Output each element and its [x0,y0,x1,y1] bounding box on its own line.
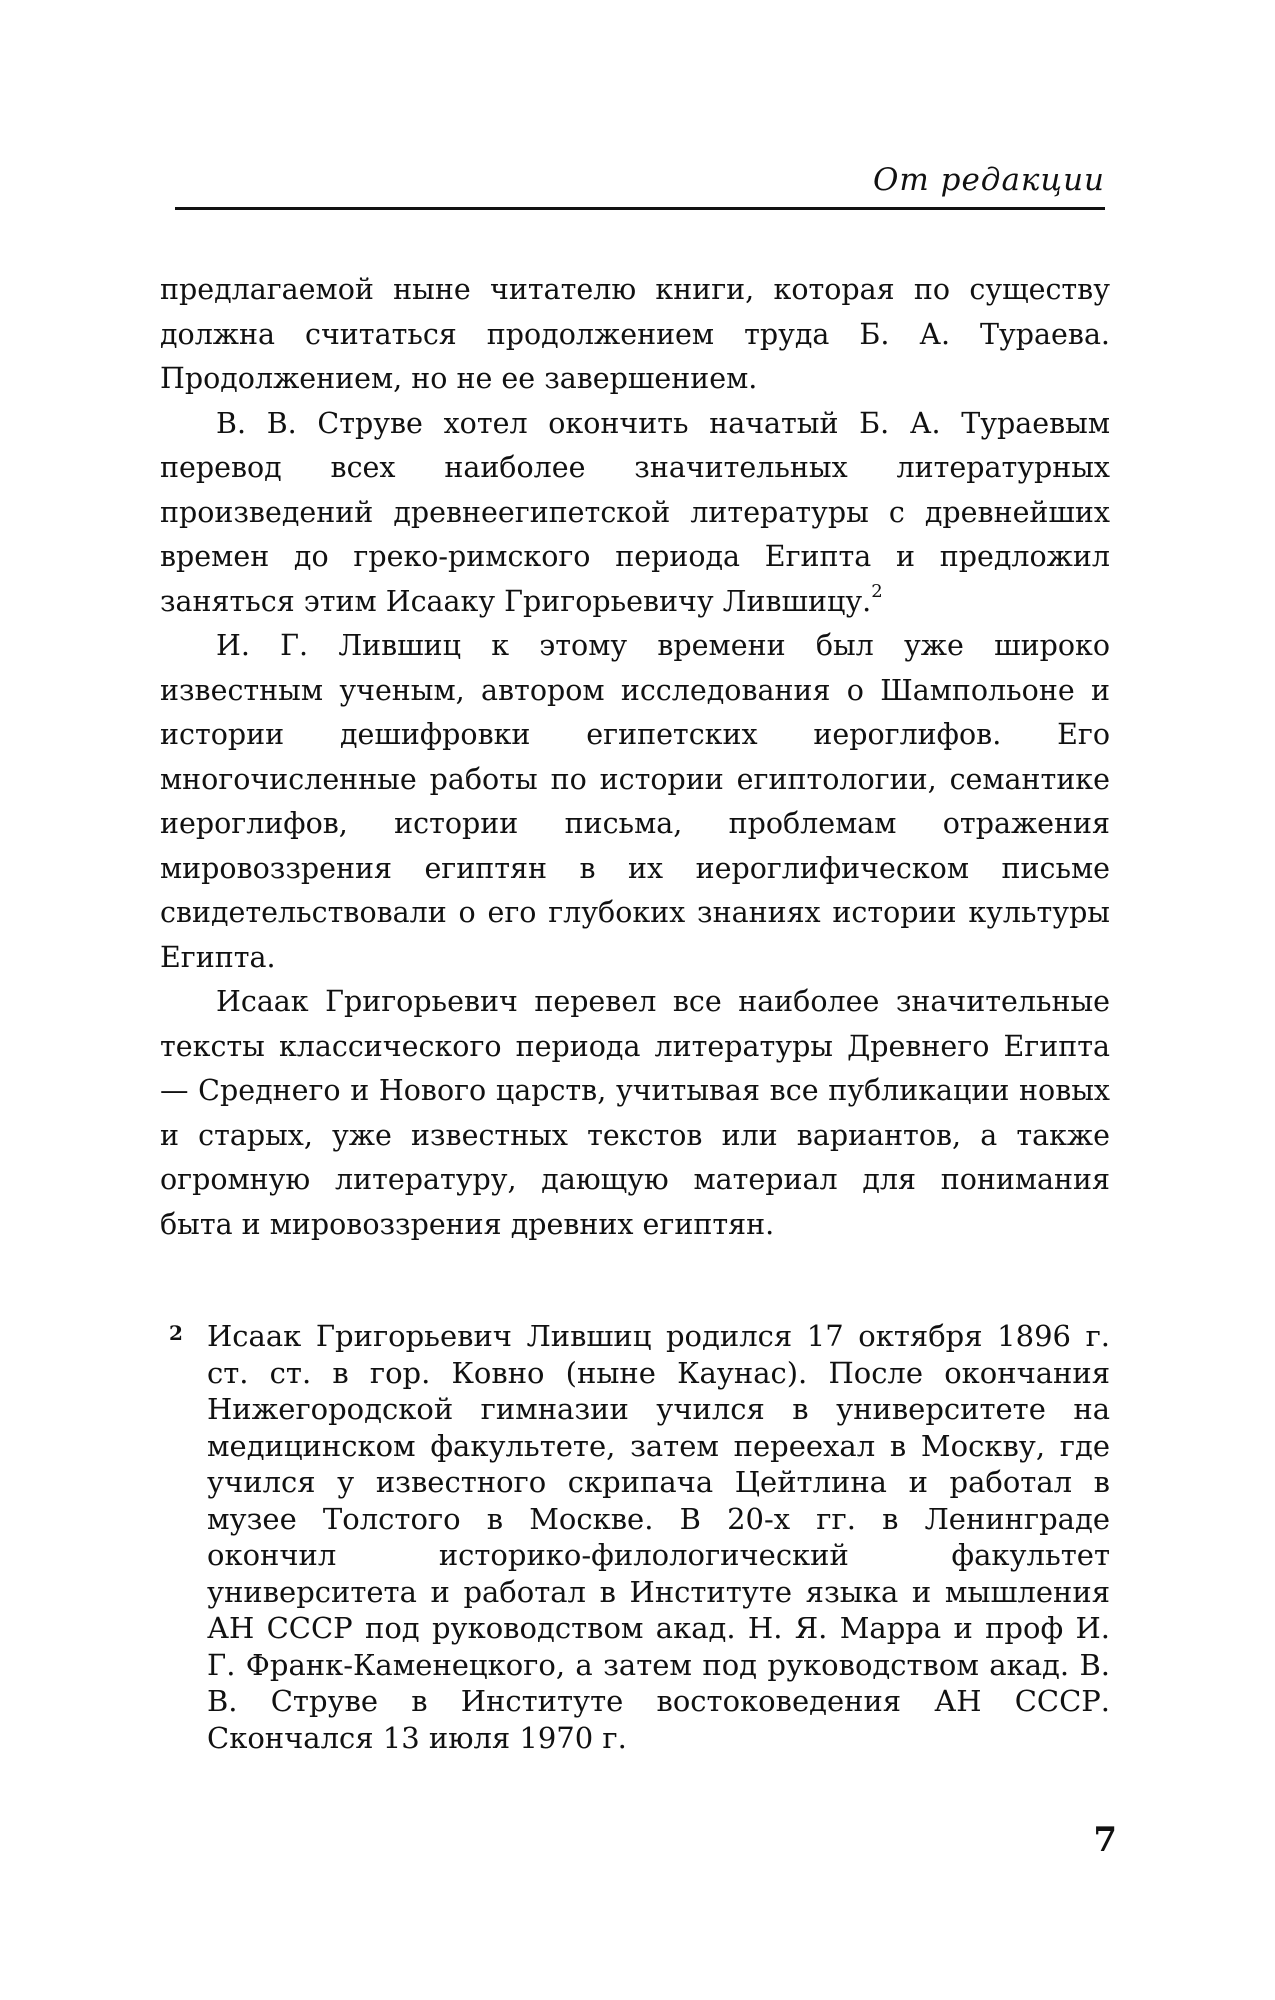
running-header [175,150,1105,210]
footnote [165,1318,1110,1756]
footnote-text: Исаак Григорьевич Лившиц родился 17 октября 1896 г. ст. ст. в гор. Ковно (ныне Каунас). После окончания Нижегородской гимназии учился в университете на медицинском факультете, затем переехал в Москву, где учился у известного скрипача Цейтлина и работал в музее Толстого в Москве. В 20-х гг. в Ленинграде окончил историко-филологический факультет университета и работал в Институте языка и мышления АН СССР под руководством акад. Н. Я. Марра и проф И. Г. Франк-Каменецкого, а затем под руководством акад. В. В. Струве в Институте востоковедения АН СССР. Скончался 13 июля 1970 г. [207,1319,1110,1755]
header-rule [175,207,1105,210]
footnote-reference: 2 [871,580,883,602]
paragraph-text: В. В. Струве хотел окончить начатый Б. А. Тураевым перевод всех наиболее значительных литературных произведений древнеегипетской литературы с древнейших времен до греко-римского периода Египта и предложил заняться этим Исааку Григорьевичу Лившицу. [160,406,1110,618]
paragraph-continued: предлагаемой ныне читателю книги, которая по существу должна считаться продолжением труда Б. А. Тураева. Продолжением, но не ее завершением. [160,273,1110,395]
paragraph [160,402,1110,625]
paragraph: Исаак Григорьевич перевел все наиболее значительные тексты классического периода литературы Древнего Египта — Среднего и Нового царств, учитывая все публикации новых и старых, уже известных текстов или вариантов, а также огромную литературу, дающую материал для понимания быта и мировоззрения древних египтян. [160,985,1110,1241]
footnotes [165,1318,1110,1756]
page-number: 7 [1093,1820,1117,1860]
footnote-marker: 2 [169,1321,183,1345]
section-title: От редакции [872,162,1105,198]
main-text [160,268,1110,1247]
paragraph: И. Г. Лившиц к этому времени был уже широко известным ученым, автором исследования о Шампольоне и истории дешифровки египетских иероглифов. Его многочисленные работы по истории египтологии, семантике иероглифов, истории письма, проблемам отражения мировоззрения египтян в их иероглифическом письме свидетельствовали о его глубоких знаниях истории культуры Египта. [160,629,1110,974]
